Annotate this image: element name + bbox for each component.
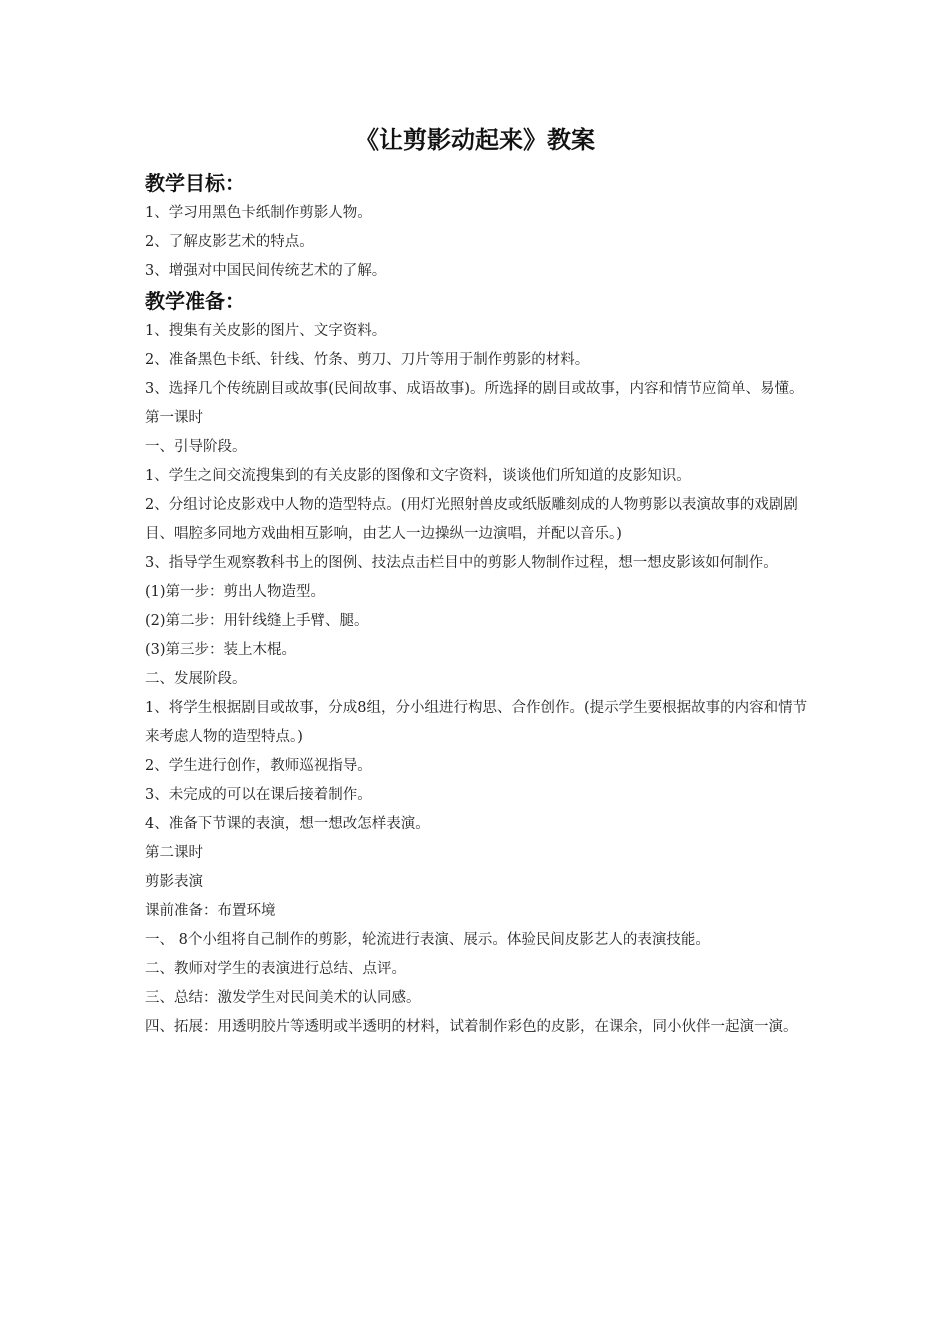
lesson-step: 一、 8个小组将自己制作的剪影，轮流进行表演、展示。体验民间皮影艺人的表演技能。	[145, 932, 710, 948]
section-heading-objectives: 教学目标：	[145, 171, 245, 195]
sub-step: (1)第一步：剪出人物造型。	[145, 584, 326, 600]
section-heading-preparation: 教学准备：	[145, 289, 245, 313]
lesson-step: 二、教师对学生的表演进行总结、点评。	[145, 961, 406, 977]
lesson-step: 四、拓展：用透明胶片等透明或半透明的材料，试着制作彩色的皮影，在课余，同小伙伴一起演一演。	[145, 1019, 798, 1035]
pre-class-prep: 课前准备：布置环境	[145, 903, 276, 919]
lesson-step: 1、将学生根据剧目或故事，分成8组，分小组进行构思、合作创作。(提示学生要根据故事的内容和情节来考虑人物的造型特点。)	[145, 700, 808, 745]
stage-heading: 二、发展阶段。	[145, 671, 247, 687]
document-title: 《让剪影动起来》教案	[355, 126, 595, 154]
lesson-step: 3、未完成的可以在课后接着制作。	[145, 787, 372, 803]
lesson-step: 4、准备下节课的表演，想一想改怎样表演。	[145, 816, 430, 832]
lesson-step: 2、分组讨论皮影戏中人物的造型特点。(用灯光照射兽皮或纸版雕刻成的人物剪影以表演故事的戏剧剧目、唱腔多同地方戏曲相互影响，由艺人一边操纵一边演唱，并配以音乐。)	[145, 497, 798, 542]
stage-heading: 一、引导阶段。	[145, 439, 247, 455]
lesson-step: 三、总结：激发学生对民间美术的认同感。	[145, 990, 421, 1006]
objective-item: 3、增强对中国民间传统艺术的了解。	[145, 263, 387, 279]
sub-step: (3)第三步：装上木棍。	[145, 642, 297, 658]
lesson-step: 3、指导学生观察教科书上的图例、技法点击栏目中的剪影人物制作过程，想一想皮影该如何制作。	[145, 555, 778, 571]
objective-item: 2、了解皮影艺术的特点。	[145, 234, 314, 250]
objective-item: 1、学习用黑色卡纸制作剪影人物。	[145, 205, 372, 221]
preparation-item: 2、准备黑色卡纸、针线、竹条、剪刀、刀片等用于制作剪影的材料。	[145, 352, 590, 368]
document-body	[145, 168, 810, 1042]
sub-step: (2)第二步：用针线缝上手臂、腿。	[145, 613, 369, 629]
preparation-item: 3、选择几个传统剧目或故事(民间故事、成语故事)。所选择的剧目或故事，内容和情节应简单、易懂。	[145, 381, 804, 397]
lesson-one-label: 第一课时	[145, 410, 203, 426]
lesson-step: 1、学生之间交流搜集到的有关皮影的图像和文字资料，谈谈他们所知道的皮影知识。	[145, 468, 691, 484]
lesson-step: 2、学生进行创作，教师巡视指导。	[145, 758, 372, 774]
lesson-topic: 剪影表演	[145, 874, 203, 890]
preparation-item: 1、搜集有关皮影的图片、文字资料。	[145, 323, 387, 339]
lesson-two-label: 第二课时	[145, 845, 203, 861]
